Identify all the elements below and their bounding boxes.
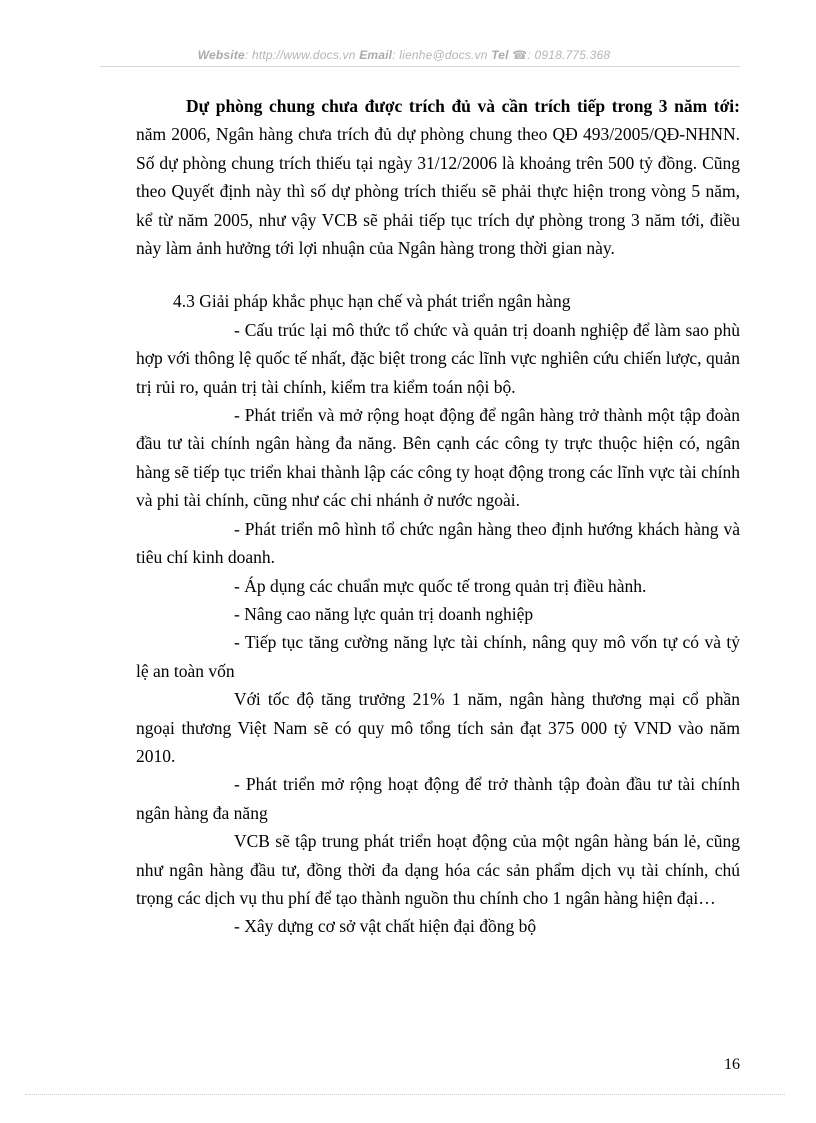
footer-divider (25, 1094, 785, 1095)
paragraph-item: - Phát triển mô hình tổ chức ngân hàng theo định hướng khách hàng và tiêu chí kinh doanh. (136, 518, 740, 568)
paragraph-item: - Phát triển và mở rộng hoạt động để ngân hàng trở thành một tập đoàn đầu tư tài chính ngân hàng đa năng. Bên cạnh các công ty trực thuộc hiện có, ngân hàng sẽ tiếp tục triển khai thành lập các công ty hoạt động trong các lĩnh vực tài chính và phi tài chính, cũng như các chi nhánh ở nước ngoài. (136, 405, 740, 511)
paragraph-provision-text: năm 2006, Ngân hàng chưa trích đủ dự phòng chung theo QĐ 493/2005/QĐ-NHNN. Số dự phòng chung trích thiếu tại ngày 31/12/2006 là khoảng trên 500 tỷ đồng. Cũng theo Quyết định này thì số dự phòng trích thiếu sẽ phải thực hiện trong vòng 5 năm, kể từ năm 2005, như vậy VCB sẽ phải tiếp tục trích dự phòng trong 3 năm tới, điều này làm ảnh hưởng tới lợi nhuận của Ngân hàng trong thời gian này. (136, 124, 740, 259)
page-header (68, 48, 740, 62)
paragraph-item: - Cấu trúc lại mô thức tổ chức và quản trị doanh nghiệp để làm sao phù hợp với thông lệ quốc tế nhất, đặc biệt trong các lĩnh vực nghiên cứu chiến lược, quản trị rủi ro, quản trị tài chính, kiểm tra kiểm toán nội bộ. (136, 319, 740, 397)
page-number: 16 (724, 1056, 740, 1073)
paragraph-item: - Phát triển mở rộng hoạt động để trở thành tập đoàn đầu tư tài chính ngân hàng đa năng (136, 774, 740, 823)
paragraph-provision-bold: Dự phòng chung chưa được trích đủ và cần trích tiếp trong 3 năm tới: (186, 96, 740, 116)
paragraph-item: - Xây dựng cơ sở vật chất hiện đại đồng bộ (234, 916, 537, 937)
paragraph-item: VCB sẽ tập trung phát triển hoạt động của một ngân hàng bán lẻ, cũng như ngân hàng đầu tư, đồng thời đa dạng hóa các sản phẩm dịch vụ tài chính, chú trọng các dịch vụ thu phí để tạo thành nguồn thu chính cho 1 ngân hàng hiện đại… (136, 831, 740, 908)
phone-icon: ☎ (512, 48, 528, 62)
website-value: : http://www.docs.vn (244, 48, 356, 62)
paragraph-provision (136, 92, 740, 262)
section-heading: 4.3 Giải pháp khắc phục hạn chế và phát triển ngân hàng (173, 291, 571, 312)
paragraph-item: - Tiếp tục tăng cường năng lực tài chính, nâng quy mô vốn tự có và tỷ lệ an toàn vốn (136, 632, 740, 681)
document-body (136, 92, 740, 941)
website-label: Website (197, 48, 245, 62)
paragraph-item: - Nâng cao năng lực quản trị doanh nghiệp (234, 603, 534, 624)
email-label: Email (359, 48, 393, 62)
paragraph-item: Với tốc độ tăng trưởng 21% 1 năm, ngân hàng thương mại cổ phần ngoại thương Việt Nam sẽ có quy mô tổng tích sản đạt 375 000 tỷ VND vào năm 2010. (136, 689, 740, 766)
tel-label: Tel (491, 48, 509, 62)
header-divider (100, 66, 740, 67)
paragraph-item: - Áp dụng các chuẩn mực quốc tế trong quản trị điều hành. (234, 575, 647, 596)
tel-value: : 0918.775.368 (527, 48, 611, 62)
email-value: : lienhe@docs.vn (392, 48, 488, 62)
